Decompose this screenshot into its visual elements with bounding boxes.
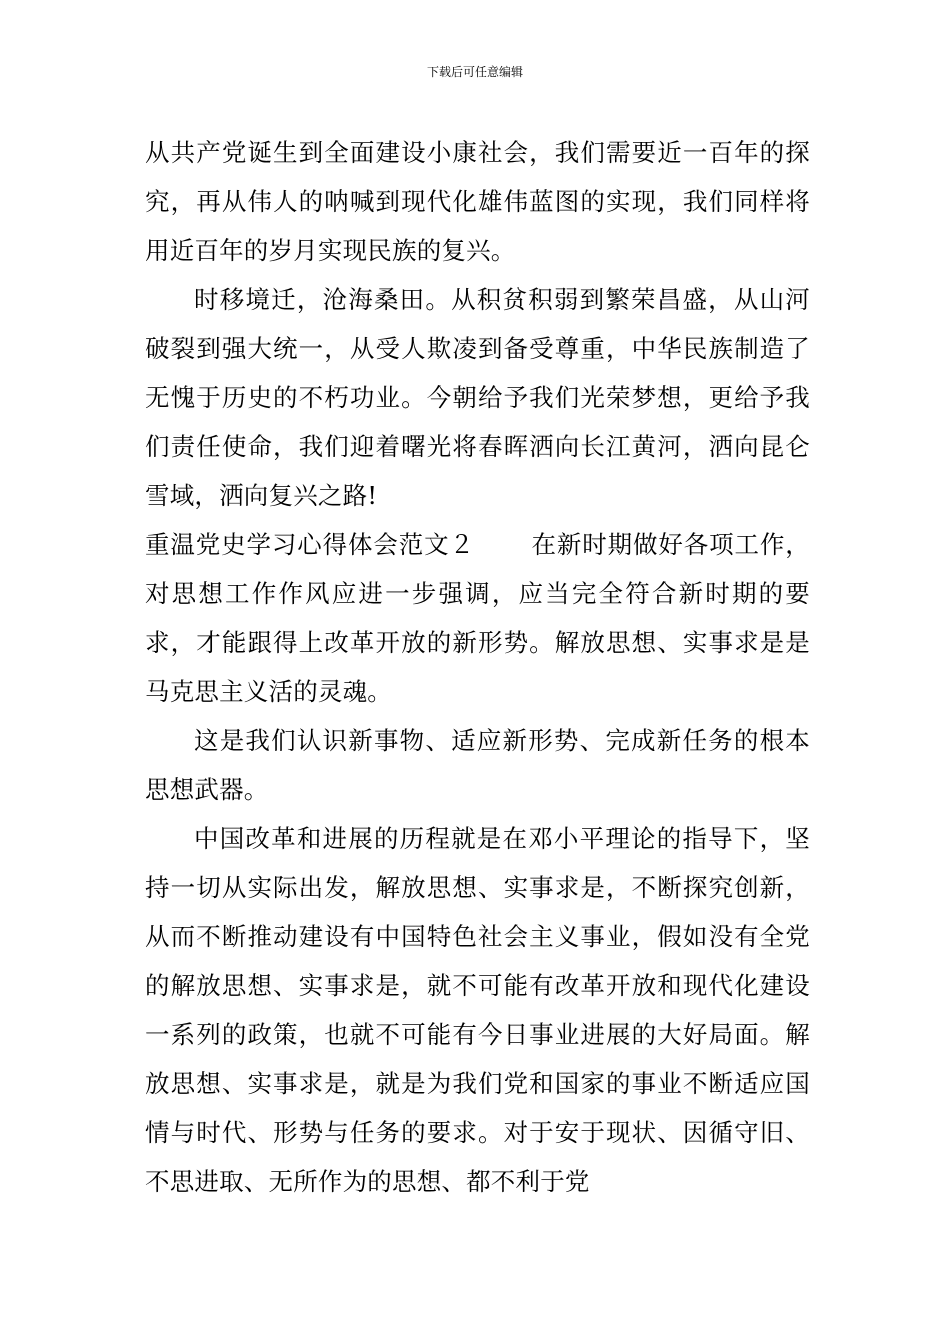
paragraph: 中国改革和进展的历程就是在邓小平理论的指导下，坚持一切从实际出发，解放思想、实事求是，不断探究创新，从而不断推动建设有中国特色社会主义事业，假如没有全党的解放思想、实事求是，就不可能有改革开放和现代化建设一系列的政策，也就不可能有今日事业进展的大好局面。解放思想、实事求是，就是为我们党和国家的事业不断适应国情与时代、形势与任务的要求。对于安于现状、因循守旧、不思进取、无所作为的思想、都不利于党 <box>145 824 810 1196</box>
document-body <box>145 128 810 1206</box>
paragraph-text: 在新时期做好各项工作，对思想工作作风应进一步强调，应当完全符合新时期的要求，才能跟得上改革开放的新形势。解放思想、实事求是是马克思主义活的灵魂。 <box>145 530 810 706</box>
paragraph: 时移境迁，沧海桑田。从积贫积弱到繁荣昌盛，从山河破裂到强大统一，从受人欺凌到备受尊重，中华民族制造了无愧于历史的不朽功业。今朝给予我们光荣梦想，更给予我们责任使命，我们迎着曙光将春晖洒向长江黄河，洒向昆仑雪域，洒向复兴之路! <box>145 285 810 510</box>
paragraph-with-heading <box>145 520 810 716</box>
page-header: 下载后可任意编辑 <box>426 65 523 79</box>
paragraph: 从共产党诞生到全面建设小康社会，我们需要近一百年的探究，再从伟人的呐喊到现代化雄伟蓝图的实现，我们同样将用近百年的岁月实现民族的复兴。 <box>145 138 810 265</box>
paragraph: 这是我们认识新事物、适应新形势、完成新任务的根本思想武器。 <box>145 726 810 804</box>
section-heading: 重温党史学习心得体会范文２ <box>145 530 475 559</box>
